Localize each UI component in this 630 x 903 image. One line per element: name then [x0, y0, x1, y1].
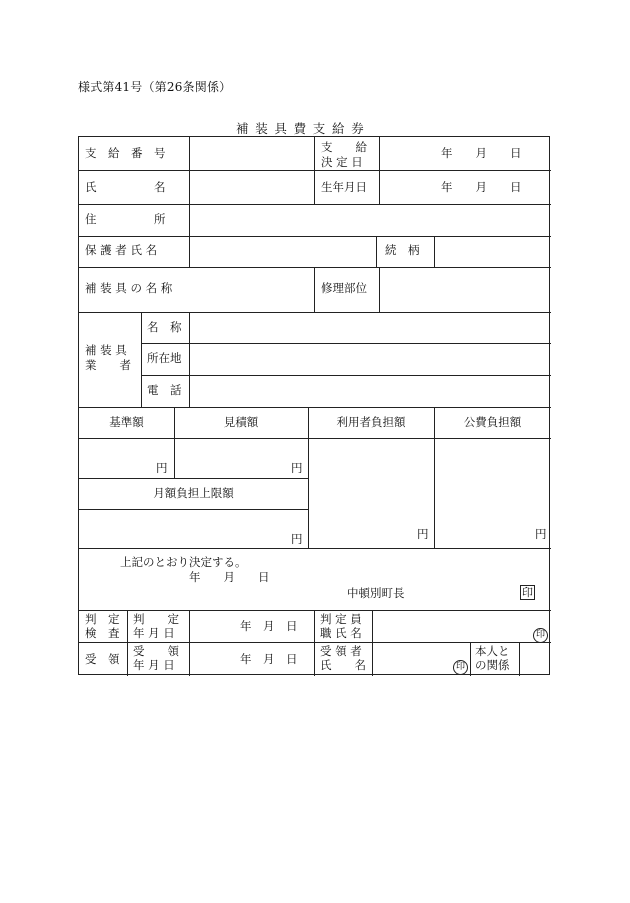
inspection-date-label-line2: 年 月 日: [133, 626, 175, 640]
birth-date-value: 年 月 日: [441, 180, 522, 194]
receipt-date-value: 年 月 日: [240, 652, 298, 666]
decision-date-value: 年 月 日: [441, 146, 522, 160]
inspector-label-line1: 判 定 員: [320, 612, 362, 626]
vendor-group-label-line1: 補 装 具: [85, 343, 127, 357]
inspection-label-line1: 判 定: [85, 612, 120, 626]
vendor-group-label-line2: 業 者: [85, 358, 131, 372]
decision-date-label-line2: 決 定 日: [321, 155, 363, 169]
decision-date-label-line1: 支 給: [321, 140, 367, 154]
birth-date-label: 生年月日: [321, 180, 367, 194]
inspection-date-label-line1: 判 定: [133, 612, 179, 626]
monthly-cap-yen-unit: 円: [291, 532, 303, 546]
mayor-title: 中頓別町長: [347, 586, 405, 600]
vendor-location-label: 所在地: [147, 351, 182, 365]
vendor-name-label: 名 称: [147, 320, 182, 334]
standard-yen-unit: 円: [156, 461, 168, 475]
inspector-seal-mark: 印: [533, 628, 548, 643]
inspection-label-line2: 検 査: [85, 626, 120, 640]
estimate-yen-unit: 円: [291, 461, 303, 475]
estimate-amount-label: 見積額: [223, 415, 259, 429]
monthly-cap-label: 月額負担上限額: [153, 486, 234, 500]
relationship-label: 続 柄: [385, 243, 420, 257]
receipt-label: 受 領: [85, 652, 120, 666]
form-number: 様式第41号（第26条関係）: [78, 80, 232, 94]
receipt-date-label-line2: 年 月 日: [133, 658, 175, 672]
mayor-seal-mark: 印: [522, 586, 533, 599]
public-burden-label: 公費負担額: [463, 415, 522, 429]
public-burden-yen-unit: 円: [535, 527, 547, 541]
guardian-name-label: 保 護 者 氏 名: [85, 243, 158, 257]
receiver-seal-mark: 印: [453, 660, 468, 675]
relation-label-line1: 本人と: [475, 644, 510, 658]
inspector-label-line2: 職 氏 名: [320, 626, 362, 640]
user-burden-label: 利用者負担額: [336, 415, 406, 429]
name-label: 氏 名: [85, 180, 166, 194]
receiver-label-line1: 受 領 者: [320, 644, 362, 658]
repair-part-label: 修理部位: [321, 281, 367, 295]
vendor-phone-label: 電 話: [147, 383, 182, 397]
decision-statement: 上記のとおり決定する。: [120, 555, 247, 569]
receipt-date-label-line1: 受 領: [133, 644, 179, 658]
user-burden-yen-unit: 円: [417, 527, 429, 541]
receiver-label-line2: 氏 名: [320, 658, 366, 672]
address-label: 住 所: [85, 212, 166, 226]
document-title: 補装具費支給券: [236, 121, 371, 136]
standard-amount-label: 基準額: [109, 415, 144, 429]
device-name-label: 補 装 具 の 名 称: [85, 281, 173, 295]
payment-number-label: 支 給 番 号: [85, 146, 166, 160]
payment-voucher-form: [78, 136, 550, 675]
inspection-date-value: 年 月 日: [240, 619, 298, 633]
decision-date-line: 年 月 日: [189, 570, 270, 584]
relation-label-line2: の関係: [475, 658, 510, 672]
